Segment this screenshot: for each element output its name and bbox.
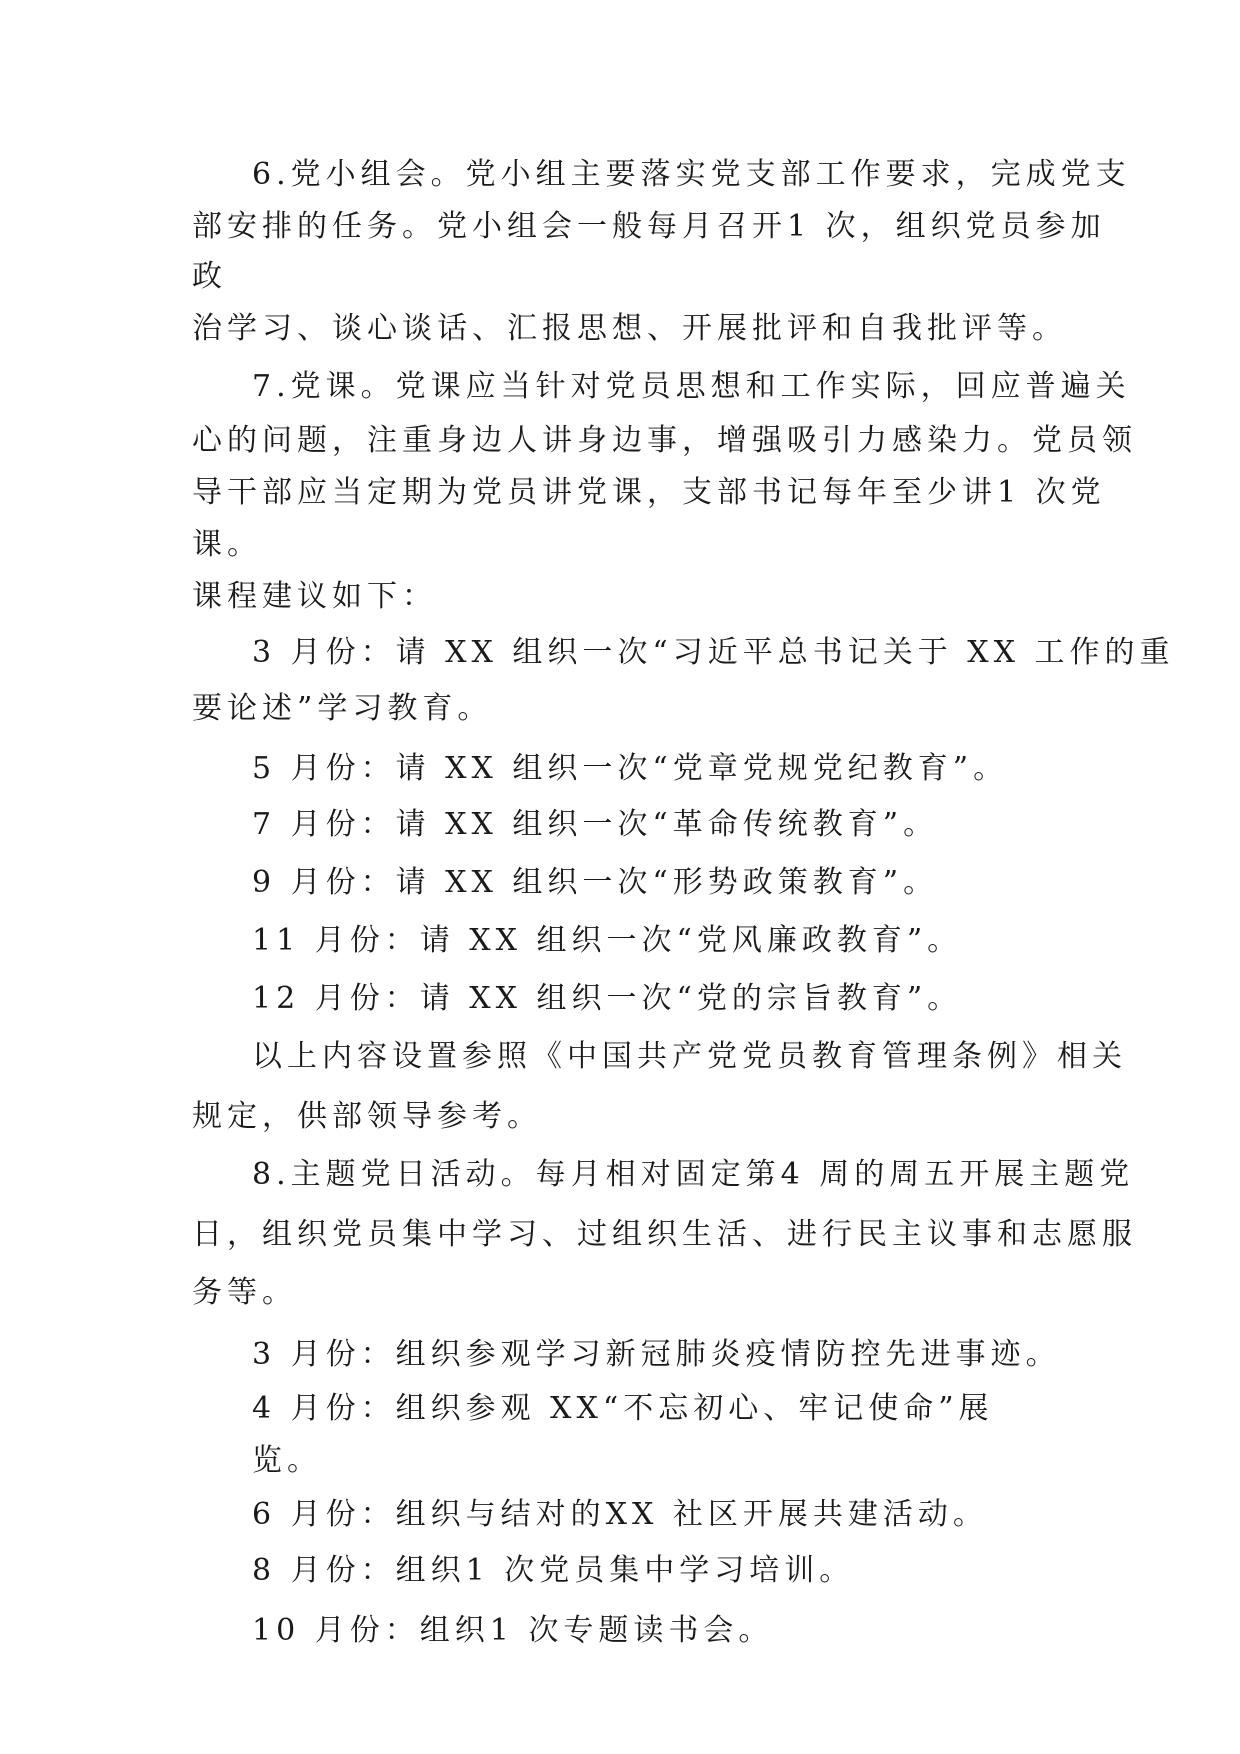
section-6-line-4: 治学习、谈心谈话、汇报思想、开展批评和自我批评等。 xyxy=(192,311,1067,346)
course-september: 9 月份：请 XX 组织一次“形势政策教育”。 xyxy=(252,865,939,900)
activity-august: 8 月份：组织1 次党员集中学习培训。 xyxy=(252,1553,855,1588)
section-8-line-2: 日，组织党员集中学习、过组织生活、进行民主议事和志愿服 xyxy=(192,1217,1137,1252)
course-march-line-2: 要论述”学习教育。 xyxy=(192,691,493,726)
course-december: 12 月份：请 XX 组织一次“党的宗旨教育”。 xyxy=(252,981,963,1016)
course-may: 5 月份：请 XX 组织一次“党章党规党纪教育”。 xyxy=(252,751,1009,786)
section-7-line-2: 心的问题，注重身边人讲身边事，增强吸引力感染力。党员领 xyxy=(192,423,1137,458)
section-6-line-3: 政 xyxy=(192,259,227,294)
reference-line-1: 以上内容设置参照《中国共产党党员教育管理条例》相关 xyxy=(252,1039,1127,1074)
section-7-line-1: 7.党课。党课应当针对党员思想和工作实际，回应普遍关 xyxy=(252,369,1131,404)
activity-march: 3 月份：组织参观学习新冠肺炎疫情防控先进事迹。 xyxy=(252,1337,1061,1372)
activity-april-line-1: 4 月份：组织参观 XX“不忘初心、牢记使命”展 xyxy=(252,1391,994,1426)
activity-june: 6 月份：组织与结对的XX 社区开展共建活动。 xyxy=(252,1497,988,1532)
reference-line-2: 规定，供部领导参考。 xyxy=(192,1099,542,1134)
section-6-line-1: 6.党小组会。党小组主要落实党支部工作要求，完成党支 xyxy=(252,157,1131,192)
activity-april-line-2: 览。 xyxy=(252,1443,322,1478)
activity-october: 10 月份：组织1 次专题读书会。 xyxy=(252,1613,774,1648)
section-8-line-1: 8.主题党日活动。每月相对固定第4 周的周五开展主题党 xyxy=(252,1157,1135,1192)
section-7-line-4: 课。 xyxy=(192,527,262,562)
section-7-line-3: 导干部应当定期为党员讲党课，支部书记每年至少讲1 次党 xyxy=(192,475,1106,510)
course-november: 11 月份：请 XX 组织一次“党风廉政教育”。 xyxy=(252,923,963,958)
section-8-line-3: 务等。 xyxy=(192,1275,297,1310)
section-6-line-2: 部安排的任务。党小组会一般每月召开1 次，组织党员参加 xyxy=(192,209,1106,244)
course-march-line-1: 3 月份：请 XX 组织一次“习近平总书记关于 XX 工作的重 xyxy=(252,635,1175,670)
course-intro: 课程建议如下： xyxy=(192,579,437,614)
course-july: 7 月份：请 XX 组织一次“革命传统教育”。 xyxy=(252,807,939,842)
